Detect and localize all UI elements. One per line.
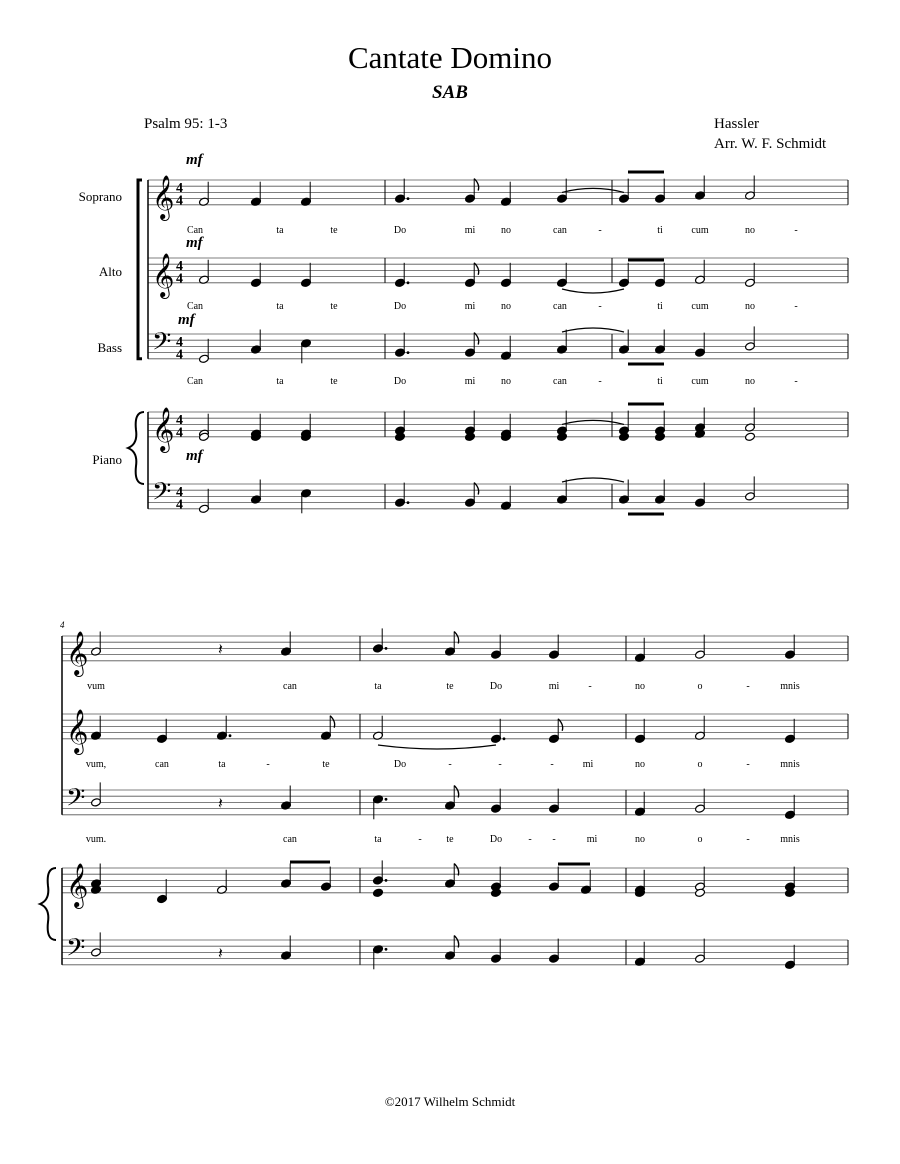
soprano-lyric: mnis (780, 681, 800, 692)
bass-lyric: ta (374, 834, 382, 845)
bass-lyric: o (697, 834, 703, 845)
alto-lyric: Do (393, 301, 407, 312)
soprano-lyric: can (553, 225, 567, 236)
page-title: Cantate Domino (347, 40, 553, 75)
alto-lyric: - (266, 759, 270, 770)
text-source: Psalm 95: 1-3 (144, 116, 228, 132)
alto-lyric: o (697, 759, 703, 770)
dynamic-mf-piano: mf (186, 448, 203, 464)
note-flag (454, 864, 459, 876)
copyright: ©2017 Wilhelm Schmidt (384, 1094, 516, 1109)
composer: Hassler (714, 116, 759, 132)
piano-label: Piano (92, 452, 122, 467)
soprano-lyric: Do (489, 681, 503, 692)
note-head (373, 888, 384, 897)
bass-lyric: can (553, 376, 567, 387)
bass-lyric: - (746, 834, 750, 845)
bass-lyric: vum. (85, 834, 107, 845)
soprano-lyric: o (697, 681, 703, 692)
soprano-lyric: vum (87, 681, 105, 692)
time-signature-top: 4 (176, 484, 183, 500)
alto-lyric: no (501, 301, 511, 312)
bass-lyric: - (552, 834, 556, 845)
treble-clef: 𝄞 (152, 174, 175, 219)
tie (562, 420, 624, 424)
bass-lyric: no (745, 376, 755, 387)
soprano-lyric: no (745, 225, 755, 236)
note-dot (385, 948, 388, 951)
time-signature-bottom: 4 (176, 347, 183, 363)
note-dot (407, 197, 410, 200)
tie (378, 745, 496, 749)
bass-clef: 𝄢 (152, 477, 172, 513)
soprano-lyric: - (588, 681, 592, 692)
soprano-lyric: no (635, 681, 645, 692)
bass-lyric: Do (393, 376, 407, 387)
tie (562, 188, 624, 192)
soprano-lyric: ti (657, 225, 663, 236)
alto-lyric: vum, (85, 759, 107, 770)
alto-lyric: te (322, 759, 330, 770)
alto-lyric: Can (186, 301, 204, 312)
soprano-lyric: - (598, 225, 602, 236)
bass-clef: 𝄢 (66, 783, 86, 819)
alto-lyric: can (553, 301, 567, 312)
arranger: Arr. W. F. Schmidt (714, 136, 827, 152)
bass-lyric: - (598, 376, 602, 387)
time-signature-top: 4 (176, 258, 183, 274)
soprano-lyric: Can (186, 225, 204, 236)
soprano-lyric: cum (691, 225, 709, 236)
alto-lyric: mi (464, 301, 476, 312)
measure-number: 4 (60, 620, 65, 630)
alto-lyric: can (155, 759, 169, 770)
dynamic-mf-alto: mf (186, 235, 203, 251)
bass-lyric: mi (586, 834, 598, 845)
alto-lyric: - (448, 759, 452, 770)
alto-lyric: - (794, 301, 798, 312)
bass-lyric: mnis (780, 834, 800, 845)
note-flag (454, 632, 459, 644)
alto-lyric: - (498, 759, 502, 770)
note-dot (407, 281, 410, 284)
treble-clef: 𝄞 (66, 708, 89, 753)
piano-brace (40, 868, 56, 940)
bass-lyric: no (635, 834, 645, 845)
bass-lyric: - (418, 834, 422, 845)
dynamic-mf-bass: mf (178, 312, 195, 328)
note-dot (385, 879, 388, 882)
bass-lyric: can (283, 834, 297, 845)
alto-lyric: mnis (780, 759, 800, 770)
treble-clef: 𝄞 (66, 862, 89, 907)
soprano-lyric: - (746, 681, 750, 692)
time-signature-top: 4 (176, 180, 183, 196)
alto-lyric: cum (691, 301, 709, 312)
time-signature-bottom: 4 (176, 425, 183, 441)
alto-lyric: - (746, 759, 750, 770)
soprano-label: Soprano (78, 189, 122, 204)
note-flag (330, 716, 335, 728)
soprano-lyric: ta (374, 681, 382, 692)
note-dot (407, 351, 410, 354)
alto-lyric: Do (393, 759, 407, 770)
time-signature-top: 4 (176, 412, 183, 428)
note-flag (454, 786, 459, 798)
soprano-lyric: no (501, 225, 511, 236)
alto-lyric: - (550, 759, 554, 770)
tie (562, 478, 624, 482)
bass-lyric: ti (657, 376, 663, 387)
bass-lyric: ta (276, 376, 284, 387)
note-dot (503, 737, 506, 740)
bass-lyric: mi (464, 376, 476, 387)
treble-clef: 𝄞 (152, 252, 175, 297)
note-dot (385, 647, 388, 650)
bass-clef: 𝄢 (66, 933, 86, 969)
note-flag (474, 179, 479, 191)
alto-lyric: no (635, 759, 645, 770)
alto-lyric: te (330, 301, 338, 312)
bass-lyric: te (330, 376, 338, 387)
soprano-lyric: Do (393, 225, 407, 236)
time-signature-bottom: 4 (176, 193, 183, 209)
soprano-lyric: mi (548, 681, 560, 692)
dynamic-mf-soprano: mf (186, 152, 203, 168)
alto-lyric: ti (657, 301, 663, 312)
alto-lyric: no (745, 301, 755, 312)
bass-lyric: no (501, 376, 511, 387)
bass-lyric: - (794, 376, 798, 387)
bass-lyric: Can (186, 376, 204, 387)
piano-brace (128, 412, 144, 484)
alto-lyric: ta (276, 301, 284, 312)
soprano-lyric: mi (464, 225, 476, 236)
bass-lyric: cum (691, 376, 709, 387)
quarter-rest: 𝄽 (218, 793, 223, 813)
treble-clef: 𝄞 (152, 406, 175, 451)
bass-lyric: te (446, 834, 454, 845)
time-signature-bottom: 4 (176, 271, 183, 287)
note-dot (229, 734, 232, 737)
alto-lyric: - (598, 301, 602, 312)
bass-clef: 𝄢 (152, 327, 172, 363)
bass-lyric: Do (489, 834, 503, 845)
soprano-lyric: ta (276, 225, 284, 236)
quarter-rest: 𝄽 (218, 639, 223, 659)
time-signature-bottom: 4 (176, 497, 183, 513)
alto-label: Alto (98, 264, 122, 279)
tie (562, 328, 624, 332)
note-head (745, 432, 756, 441)
quarter-rest: 𝄽 (218, 943, 223, 963)
tie (562, 289, 624, 293)
choir-bracket (138, 180, 142, 359)
soprano-lyric: te (446, 681, 454, 692)
soprano-lyric: can (283, 681, 297, 692)
note-flag (454, 936, 459, 948)
time-signature-top: 4 (176, 334, 183, 350)
bass-label: Bass (97, 340, 122, 355)
alto-lyric: mi (582, 759, 594, 770)
bass-lyric: - (528, 834, 532, 845)
note-dot (407, 501, 410, 504)
soprano-lyric: te (330, 225, 338, 236)
soprano-lyric: - (794, 225, 798, 236)
note-dot (385, 798, 388, 801)
alto-lyric: ta (218, 759, 226, 770)
treble-clef: 𝄞 (66, 630, 89, 675)
subtitle: SAB (432, 82, 468, 103)
